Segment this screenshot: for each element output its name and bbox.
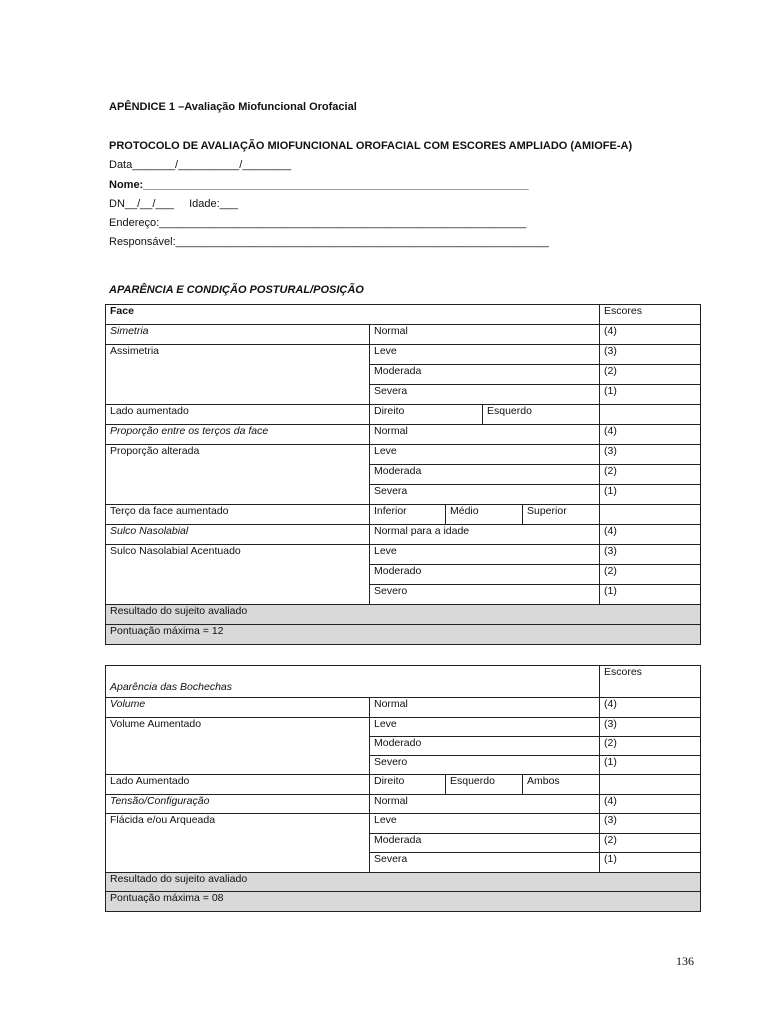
score-cell: (2) [600, 565, 701, 585]
score-cell: (3) [600, 814, 701, 834]
table-row [106, 325, 701, 345]
page-number: 136 [676, 954, 694, 968]
row-label: Tensão/Configuração [106, 795, 370, 814]
table-row [106, 505, 701, 525]
score-cell: (1) [600, 756, 701, 775]
score-cell: (4) [600, 525, 701, 545]
table-row [106, 405, 701, 425]
option-cell[interactable]: Leve [370, 814, 600, 834]
row-label: Volume [106, 698, 370, 718]
option-cell[interactable]: Normal [370, 698, 600, 718]
max-score-row: Pontuação máxima = 08 [106, 892, 701, 912]
table-row [106, 698, 701, 718]
row-label: Volume Aumentado [106, 718, 370, 775]
score-cell: (4) [600, 795, 701, 814]
score-cell: (4) [600, 425, 701, 445]
option-cell[interactable]: Severo [370, 756, 600, 775]
table-row [106, 873, 701, 892]
option-cell[interactable]: Esquerdo [483, 405, 600, 425]
score-cell: (2) [600, 465, 701, 485]
option-cell[interactable]: Ambos [523, 775, 600, 795]
table-row [106, 345, 701, 365]
score-cell: (4) [600, 325, 701, 345]
option-cell[interactable]: Severa [370, 853, 600, 873]
option-cell[interactable]: Leve [370, 445, 600, 465]
protocol-title: PROTOCOLO DE AVALIAÇÃO MIOFUNCIONAL OROFACIAL COM ESCORES AMPLIADO (AMIOFE-A) [109, 140, 633, 152]
option-cell[interactable]: Esquerdo [446, 775, 523, 795]
option-cell[interactable]: Leve [370, 545, 600, 565]
table-row [106, 525, 701, 545]
score-cell: (2) [600, 834, 701, 853]
option-cell[interactable]: Normal [370, 795, 600, 814]
table-row [106, 775, 701, 795]
table-row [106, 814, 701, 834]
row-label: Assimetria [106, 345, 370, 405]
score-cell: (3) [600, 545, 701, 565]
score-cell: (4) [600, 698, 701, 718]
section-title: APARÊNCIA E CONDIÇÃO POSTURAL/POSIÇÃO [109, 284, 364, 296]
option-cell[interactable]: Normal [370, 325, 600, 345]
row-label: Terço da face aumentado [106, 505, 370, 525]
guardian-field[interactable]: Responsável:_____________________________________________________________ [109, 236, 549, 248]
option-cell[interactable]: Severa [370, 385, 600, 405]
score-cell [600, 505, 701, 525]
option-cell[interactable]: Moderado [370, 737, 600, 756]
birthdate-age-field[interactable]: DN__/__/___ Idade:___ [109, 198, 239, 210]
score-cell: (3) [600, 445, 701, 465]
max-score-row: Pontuação máxima = 12 [106, 625, 701, 645]
option-cell[interactable]: Moderada [370, 834, 600, 853]
table-row [106, 425, 701, 445]
option-cell[interactable]: Severo [370, 585, 600, 605]
name-field[interactable]: Nome:_______________________________________________________________ [109, 179, 529, 191]
table-row [106, 718, 701, 737]
option-cell[interactable]: Moderado [370, 565, 600, 585]
option-cell[interactable]: Direito [370, 775, 446, 795]
scores-header: Escores [600, 666, 701, 698]
score-cell [600, 775, 701, 795]
table-row [106, 892, 701, 912]
result-row[interactable]: Resultado do sujeito avaliado [106, 605, 701, 625]
option-cell[interactable]: Severa [370, 485, 600, 505]
table-row [106, 545, 701, 565]
row-label: Simetria [106, 325, 370, 345]
score-cell: (3) [600, 718, 701, 737]
option-cell[interactable]: Inferior [370, 505, 446, 525]
score-cell: (2) [600, 737, 701, 756]
option-cell[interactable]: Leve [370, 718, 600, 737]
score-cell: (1) [600, 585, 701, 605]
score-cell: (2) [600, 365, 701, 385]
table-row [106, 305, 701, 325]
row-label: Lado aumentado [106, 405, 370, 425]
row-label: Sulco Nasolabial [106, 525, 370, 545]
cheeks-table [105, 665, 701, 912]
appendix-title: APÊNDICE 1 –Avaliação Miofuncional Orofacial [109, 101, 357, 113]
score-cell: (3) [600, 345, 701, 365]
face-header: Face [106, 305, 600, 325]
score-cell: (1) [600, 385, 701, 405]
date-field[interactable]: Data_______/__________/________ [109, 159, 292, 171]
option-cell[interactable]: Normal [370, 425, 600, 445]
option-cell[interactable]: Leve [370, 345, 600, 365]
option-cell[interactable]: Moderada [370, 465, 600, 485]
cheeks-header: Aparência das Bochechas [106, 666, 600, 698]
row-label: Sulco Nasolabial Acentuado [106, 545, 370, 605]
table-row [106, 625, 701, 645]
address-field[interactable]: Endereço:____________________________________________________________ [109, 217, 527, 229]
face-table [105, 304, 701, 645]
table-row [106, 666, 701, 698]
row-label: Proporção entre os terços da face [106, 425, 370, 445]
option-cell[interactable]: Normal para a idade [370, 525, 600, 545]
result-row[interactable]: Resultado do sujeito avaliado [106, 873, 701, 892]
table-row [106, 795, 701, 814]
option-cell[interactable]: Direito [370, 405, 483, 425]
score-cell: (1) [600, 485, 701, 505]
scores-header: Escores [600, 305, 701, 325]
score-cell [600, 405, 701, 425]
row-label: Lado Aumentado [106, 775, 370, 795]
option-cell[interactable]: Moderada [370, 365, 600, 385]
table-row [106, 605, 701, 625]
table-row [106, 445, 701, 465]
option-cell[interactable]: Superior [523, 505, 600, 525]
score-cell: (1) [600, 853, 701, 873]
row-label: Flácida e/ou Arqueada [106, 814, 370, 873]
option-cell[interactable]: Médio [446, 505, 523, 525]
row-label: Proporção alterada [106, 445, 370, 505]
